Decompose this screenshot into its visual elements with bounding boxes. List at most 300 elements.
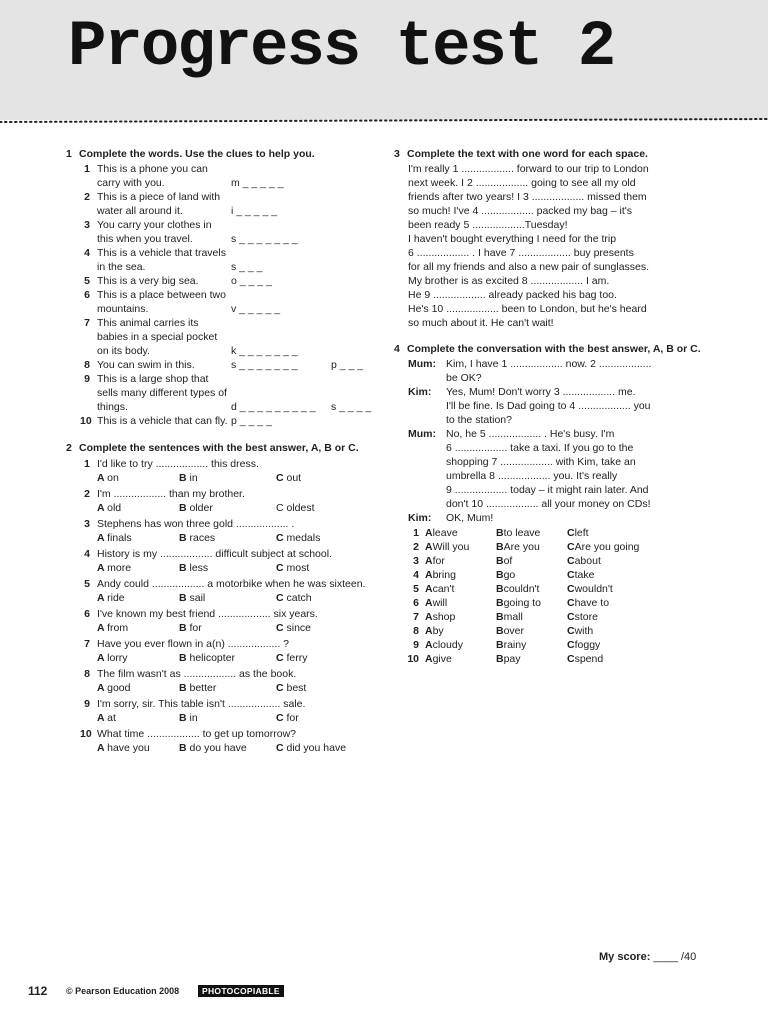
word-blank: i _ _ _ _ _ bbox=[231, 205, 278, 217]
option-text: Will you bbox=[432, 541, 470, 553]
score-line bbox=[599, 951, 696, 963]
question-item bbox=[66, 637, 384, 665]
option-b bbox=[496, 540, 540, 554]
option-a bbox=[425, 582, 455, 596]
option-text: wouldn't bbox=[574, 583, 613, 595]
option-text: foggy bbox=[574, 639, 601, 651]
option-text: from bbox=[107, 622, 129, 634]
option-c bbox=[276, 711, 299, 725]
option-b bbox=[179, 621, 202, 635]
option-c bbox=[567, 596, 610, 610]
option-letter: C bbox=[276, 622, 287, 634]
question-item bbox=[66, 697, 384, 725]
question-number: 10 bbox=[80, 728, 92, 740]
option-b bbox=[179, 741, 247, 755]
option-text: cloudy bbox=[432, 639, 463, 651]
option-text: rainy bbox=[503, 639, 527, 651]
option-letter: B bbox=[496, 611, 504, 623]
option-letter: C bbox=[567, 541, 575, 553]
dialogue-line: Yes, Mum! Don't worry 3 .................. me. bbox=[446, 386, 636, 398]
question-text: Stephens has won three gold .................. . bbox=[97, 518, 295, 530]
option-letter: C bbox=[567, 583, 575, 595]
answer-number: 7 bbox=[413, 611, 419, 623]
option-text: pay bbox=[503, 653, 521, 665]
section-1-heading bbox=[66, 147, 384, 161]
option-text: ride bbox=[107, 592, 125, 604]
option-letter: C bbox=[567, 653, 575, 665]
item-number: 7 bbox=[84, 317, 90, 329]
clue-text: This is a vehicle that travels in the sea. bbox=[97, 247, 226, 273]
dialogue-line: be OK? bbox=[446, 372, 482, 384]
dialogue-line: umbrella 8 .................. you. It's really bbox=[446, 470, 618, 482]
option-letter: B bbox=[179, 742, 190, 754]
option-letter: A bbox=[97, 682, 108, 694]
option-c bbox=[567, 638, 601, 652]
answer-row bbox=[394, 610, 714, 624]
section-3-text bbox=[394, 162, 714, 330]
dialogue-line: OK, Mum! bbox=[446, 512, 494, 524]
right-column bbox=[394, 147, 714, 666]
option-c bbox=[276, 561, 309, 575]
option-text: have you bbox=[107, 742, 150, 754]
option-c bbox=[276, 501, 315, 515]
option-b bbox=[179, 561, 208, 575]
option-b bbox=[179, 501, 213, 515]
answer-options bbox=[97, 471, 384, 485]
option-b bbox=[179, 651, 235, 665]
option-letter: B bbox=[179, 472, 190, 484]
option-b bbox=[179, 591, 205, 605]
answer-row bbox=[394, 652, 714, 666]
copyright-notice: © Pearson Education 2008 bbox=[66, 986, 180, 996]
text-line: I haven't bought everything I need for the trip bbox=[408, 233, 617, 245]
option-letter: A bbox=[425, 611, 433, 623]
text-line: 6 .................. . I have 7 .................. buy presents bbox=[408, 247, 634, 259]
answer-number: 1 bbox=[413, 527, 419, 539]
option-letter: A bbox=[97, 652, 108, 664]
word-blank: v _ _ _ _ _ bbox=[231, 303, 281, 315]
option-text: left bbox=[574, 527, 589, 539]
item-number: 9 bbox=[84, 373, 90, 385]
option-c bbox=[567, 610, 598, 624]
word-clue-item bbox=[66, 162, 384, 190]
word-clue-item bbox=[66, 316, 384, 358]
option-letter: A bbox=[97, 472, 108, 484]
page-title: Progress test 2 bbox=[68, 12, 615, 84]
question-text: I'm sorry, sir. This table isn't .................. sale. bbox=[97, 698, 306, 710]
option-letter: B bbox=[496, 527, 504, 539]
item-number: 8 bbox=[84, 359, 90, 371]
option-text: did you have bbox=[286, 742, 347, 754]
option-letter: C bbox=[567, 569, 575, 581]
option-letter: C bbox=[567, 555, 575, 567]
left-column bbox=[66, 147, 384, 755]
option-letter: B bbox=[496, 583, 504, 595]
option-text: older bbox=[189, 502, 213, 514]
option-letter: B bbox=[179, 592, 190, 604]
option-text: of bbox=[503, 555, 513, 567]
option-text: medals bbox=[286, 532, 321, 544]
answer-number: 9 bbox=[413, 639, 419, 651]
option-text: in bbox=[189, 712, 198, 724]
option-a bbox=[97, 711, 116, 725]
option-c bbox=[276, 531, 320, 545]
option-letter: B bbox=[179, 532, 190, 544]
answer-row bbox=[394, 526, 714, 540]
option-text: best bbox=[286, 682, 307, 694]
clue-text: This is a vehicle that can fly. bbox=[97, 415, 228, 427]
option-text: Are you bbox=[503, 541, 540, 553]
item-number: 4 bbox=[84, 247, 90, 259]
clue-text: You carry your clothes in this when you travel. bbox=[97, 219, 212, 245]
question-number: 8 bbox=[84, 668, 90, 680]
option-c bbox=[567, 568, 595, 582]
option-text: C oldest bbox=[276, 502, 315, 514]
word-blank: o _ _ _ _ bbox=[231, 275, 272, 287]
section-4-heading bbox=[394, 342, 714, 356]
option-a bbox=[425, 596, 448, 610]
option-a bbox=[97, 591, 125, 605]
score-label: My score: bbox=[599, 951, 651, 963]
item-number: 6 bbox=[84, 289, 90, 301]
answer-row bbox=[394, 624, 714, 638]
option-a bbox=[97, 501, 121, 515]
option-letter: C bbox=[276, 712, 287, 724]
option-b bbox=[496, 554, 513, 568]
option-a bbox=[97, 621, 128, 635]
item-number: 2 bbox=[84, 191, 90, 203]
option-text: store bbox=[574, 611, 598, 623]
option-b bbox=[496, 526, 541, 540]
page-number: 112 bbox=[28, 984, 48, 998]
item-number: 5 bbox=[84, 275, 90, 287]
option-c bbox=[276, 471, 301, 485]
option-text: in bbox=[189, 472, 198, 484]
option-text: catch bbox=[286, 592, 312, 604]
question-number: 5 bbox=[84, 578, 90, 590]
option-text: on bbox=[107, 472, 119, 484]
option-letter: A bbox=[97, 742, 108, 754]
option-letter: A bbox=[425, 555, 433, 567]
option-text: do you have bbox=[189, 742, 247, 754]
option-text: old bbox=[107, 502, 122, 514]
option-b bbox=[496, 582, 540, 596]
word-blank: s _ _ _ _ _ _ _ bbox=[231, 359, 298, 371]
section-4-answers bbox=[394, 526, 714, 666]
clue-text: This is a piece of land with water all around it. bbox=[97, 191, 221, 217]
option-text: for bbox=[432, 555, 445, 567]
option-text: lorry bbox=[107, 652, 128, 664]
option-a bbox=[425, 554, 445, 568]
option-letter: A bbox=[425, 597, 433, 609]
option-letter: A bbox=[425, 583, 433, 595]
speaker-label: Mum: bbox=[408, 428, 436, 440]
word-blank-second: s _ _ _ _ bbox=[331, 401, 372, 413]
question-number: 6 bbox=[84, 608, 90, 620]
option-text: can't bbox=[432, 583, 455, 595]
clue-text: This is a place between two mountains. bbox=[97, 289, 226, 315]
option-letter: C bbox=[276, 742, 287, 754]
option-text: Are you going bbox=[574, 541, 640, 553]
option-text: most bbox=[286, 562, 310, 574]
question-text: I'm .................. than my brother. bbox=[97, 488, 245, 500]
option-text: at bbox=[107, 712, 116, 724]
question-number: 7 bbox=[84, 638, 90, 650]
option-text: for bbox=[286, 712, 299, 724]
dialogue-line: 6 .................. take a taxi. If you go to the bbox=[446, 442, 634, 454]
option-text: going to bbox=[503, 597, 541, 609]
option-letter: A bbox=[425, 527, 433, 539]
option-c bbox=[567, 582, 613, 596]
option-b bbox=[179, 711, 198, 725]
question-item bbox=[66, 457, 384, 485]
clue-text: This is a very big sea. bbox=[97, 275, 199, 287]
word-clue-item bbox=[66, 246, 384, 274]
option-b bbox=[496, 652, 521, 666]
option-text: helicopter bbox=[189, 652, 236, 664]
text-line: so much! I've 4 .................. packed my bag – it's bbox=[408, 205, 633, 217]
option-letter: C bbox=[567, 639, 575, 651]
option-text: leave bbox=[432, 527, 458, 539]
answer-number: 5 bbox=[413, 583, 419, 595]
item-number: 10 bbox=[80, 415, 92, 427]
option-letter: C bbox=[567, 611, 575, 623]
option-text: for bbox=[189, 622, 202, 634]
option-letter: A bbox=[425, 541, 433, 553]
option-letter: A bbox=[97, 622, 108, 634]
question-item bbox=[66, 487, 384, 515]
option-letter: B bbox=[496, 541, 504, 553]
word-clue-item bbox=[66, 218, 384, 246]
section-2-items bbox=[66, 457, 384, 755]
option-text: less bbox=[189, 562, 209, 574]
speaker-label: Kim: bbox=[408, 512, 432, 524]
section-heading-text: Complete the conversation with the best answer, A, B or C. bbox=[407, 343, 701, 355]
option-text: will bbox=[432, 597, 448, 609]
option-b bbox=[179, 471, 198, 485]
section-number: 4 bbox=[394, 343, 400, 355]
question-text: Andy could .................. a motorbike when he was sixteen. bbox=[97, 578, 366, 590]
option-a bbox=[425, 568, 456, 582]
option-text: good bbox=[107, 682, 131, 694]
option-text: with bbox=[574, 625, 594, 637]
option-letter: A bbox=[425, 653, 433, 665]
option-text: sail bbox=[189, 592, 206, 604]
option-a bbox=[425, 610, 456, 624]
answer-number: 10 bbox=[407, 653, 419, 665]
answer-options bbox=[97, 561, 384, 575]
option-letter: C bbox=[567, 625, 575, 637]
section-heading-text: Complete the text with one word for each space. bbox=[407, 148, 648, 160]
section-number: 3 bbox=[394, 148, 400, 160]
section-1-items bbox=[66, 162, 384, 428]
dialogue-line: shopping 7 .................. with Kim, take an bbox=[446, 456, 636, 468]
question-text: I'd like to try .................. this dress. bbox=[97, 458, 259, 470]
question-number: 3 bbox=[84, 518, 90, 530]
item-number: 1 bbox=[84, 163, 90, 175]
option-a bbox=[425, 540, 470, 554]
option-c bbox=[567, 540, 640, 554]
question-number: 4 bbox=[84, 548, 90, 560]
text-line: next week. I 2 .................. going to see all my old bbox=[408, 177, 636, 189]
option-text: over bbox=[503, 625, 525, 637]
option-c bbox=[567, 526, 589, 540]
word-blank: p _ _ _ _ bbox=[231, 415, 272, 427]
option-text: out bbox=[286, 472, 302, 484]
option-letter: B bbox=[179, 712, 190, 724]
question-item bbox=[66, 667, 384, 695]
word-clue-item bbox=[66, 288, 384, 316]
option-letter: A bbox=[425, 625, 433, 637]
photocopiable-badge: PHOTOCOPIABLE bbox=[198, 985, 284, 997]
answer-options bbox=[97, 711, 384, 725]
answer-row bbox=[394, 554, 714, 568]
option-letter: B bbox=[496, 625, 504, 637]
option-b bbox=[496, 568, 516, 582]
option-a bbox=[97, 741, 150, 755]
word-blank: k _ _ _ _ _ _ _ bbox=[231, 345, 298, 357]
text-line: I'm really 1 .................. forward to our trip to London bbox=[408, 163, 649, 175]
option-letter: A bbox=[425, 569, 433, 581]
dialogue-line: 9 .................. today – it might rain later. And bbox=[446, 484, 649, 496]
dialogue-turn bbox=[394, 385, 714, 427]
section-3-heading bbox=[394, 147, 714, 161]
option-c bbox=[567, 554, 601, 568]
text-line: for all my friends and also a new pair of sunglasses. bbox=[408, 261, 650, 273]
option-c bbox=[276, 651, 308, 665]
option-letter: B bbox=[496, 639, 504, 651]
answer-number: 2 bbox=[413, 541, 419, 553]
dialogue-line: to the station? bbox=[446, 414, 512, 426]
option-text: couldn't bbox=[503, 583, 540, 595]
option-a bbox=[97, 531, 132, 545]
option-text: take bbox=[574, 569, 595, 581]
question-text: The film wasn't as .................. as the book. bbox=[97, 668, 297, 680]
option-a bbox=[425, 638, 463, 652]
option-letter: B bbox=[179, 682, 190, 694]
dialogue-line: No, he 5 .................. . He's busy. I'm bbox=[446, 428, 615, 440]
section-2-heading bbox=[66, 441, 384, 455]
option-letter: B bbox=[496, 555, 504, 567]
option-letter: B bbox=[496, 653, 504, 665]
section-heading-text: Complete the words. Use the clues to help you. bbox=[79, 148, 315, 160]
option-letter: A bbox=[425, 639, 433, 651]
option-letter: A bbox=[97, 562, 108, 574]
option-b bbox=[496, 610, 523, 624]
dialogue-turn bbox=[394, 511, 714, 525]
answer-row bbox=[394, 568, 714, 582]
option-letter: B bbox=[496, 569, 504, 581]
answer-options bbox=[97, 621, 384, 635]
option-a bbox=[97, 681, 130, 695]
section-number: 2 bbox=[66, 442, 72, 454]
clue-text: You can swim in this. bbox=[97, 359, 195, 371]
question-item bbox=[66, 517, 384, 545]
answer-options bbox=[97, 651, 384, 665]
answer-number: 6 bbox=[413, 597, 419, 609]
answer-options bbox=[97, 501, 384, 515]
clue-text: This is a large shop that sells many different types of things. bbox=[97, 373, 227, 413]
question-number: 2 bbox=[84, 488, 90, 500]
option-a bbox=[425, 652, 452, 666]
clue-text: This is a phone you can carry with you. bbox=[97, 163, 208, 189]
word-blank: m _ _ _ _ _ bbox=[231, 177, 284, 189]
option-text: races bbox=[189, 532, 216, 544]
option-a bbox=[97, 471, 119, 485]
option-letter: B bbox=[179, 502, 190, 514]
option-letter: B bbox=[179, 622, 190, 634]
option-c bbox=[276, 681, 306, 695]
word-clue-item bbox=[66, 358, 384, 372]
answer-number: 4 bbox=[413, 569, 419, 581]
option-letter: B bbox=[179, 652, 190, 664]
question-item bbox=[66, 577, 384, 605]
answer-number: 8 bbox=[413, 625, 419, 637]
speaker-label: Kim: bbox=[408, 386, 432, 398]
option-letter: C bbox=[276, 592, 287, 604]
option-text: to leave bbox=[503, 527, 541, 539]
question-number: 1 bbox=[84, 458, 90, 470]
option-letter: B bbox=[179, 562, 190, 574]
option-text: spend bbox=[574, 653, 604, 665]
option-b bbox=[179, 681, 216, 695]
section-heading-text: Complete the sentences with the best answer, A, B or C. bbox=[79, 442, 359, 454]
answer-number: 3 bbox=[413, 555, 419, 567]
option-b bbox=[179, 531, 215, 545]
speaker-label: Mum: bbox=[408, 358, 436, 370]
option-text: mall bbox=[503, 611, 523, 623]
option-letter: C bbox=[276, 472, 287, 484]
text-line: He 9 .................. already packed his bag too. bbox=[408, 289, 617, 301]
text-line: My brother is as excited 8 .................. I am. bbox=[408, 275, 610, 287]
answer-options bbox=[97, 591, 384, 605]
option-letter: C bbox=[276, 562, 287, 574]
dialogue-line: Kim, I have 1 .................. now. 2 .................. bbox=[446, 358, 652, 370]
option-c bbox=[276, 741, 346, 755]
option-text: give bbox=[432, 653, 452, 665]
question-text: History is my .................. difficult subject at school. bbox=[97, 548, 332, 560]
option-letter: B bbox=[496, 597, 504, 609]
answer-row bbox=[394, 596, 714, 610]
answer-row bbox=[394, 582, 714, 596]
question-item bbox=[66, 727, 384, 755]
option-b bbox=[496, 624, 525, 638]
option-text: shop bbox=[432, 611, 456, 623]
option-a bbox=[425, 624, 444, 638]
text-line: so much about it. He can't wait! bbox=[408, 317, 554, 329]
question-text: What time .................. to get up tomorrow? bbox=[97, 728, 296, 740]
option-text: by bbox=[432, 625, 444, 637]
answer-options bbox=[97, 681, 384, 695]
option-text: go bbox=[503, 569, 516, 581]
word-blank: s _ _ _ bbox=[231, 261, 263, 273]
dialogue-turn bbox=[394, 427, 714, 511]
option-b bbox=[496, 596, 541, 610]
option-text: about bbox=[574, 555, 601, 567]
word-clue-item bbox=[66, 414, 384, 428]
text-line: friends after two years! I 3 .................. missed them bbox=[408, 191, 647, 203]
word-clue-item bbox=[66, 190, 384, 218]
text-line: been ready 5 ..................Tuesday! bbox=[408, 219, 568, 231]
option-a bbox=[97, 651, 128, 665]
section-number: 1 bbox=[66, 148, 72, 160]
option-b bbox=[496, 638, 527, 652]
answer-options bbox=[97, 741, 384, 755]
option-text: more bbox=[107, 562, 132, 574]
answer-row bbox=[394, 638, 714, 652]
option-text: better bbox=[189, 682, 217, 694]
text-line: He's 10 .................. been to London, but he's heard bbox=[408, 303, 647, 315]
